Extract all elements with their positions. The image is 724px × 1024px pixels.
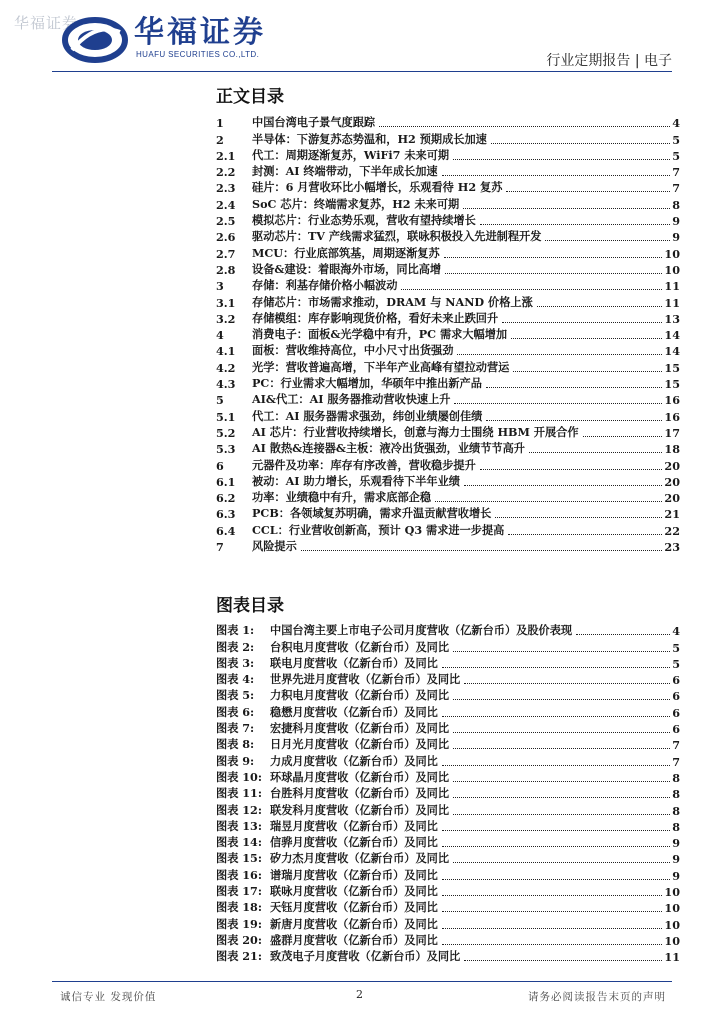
entry-page: 8 <box>672 803 680 818</box>
entry-page: 6 <box>672 689 680 704</box>
entry-page: 8 <box>672 787 680 802</box>
figure-entry[interactable] <box>216 622 680 638</box>
dot-leader <box>442 765 670 766</box>
entry-number: 图表 17: <box>216 884 262 899</box>
entry-title: 力成月度营收（亿新台币）及同比 <box>270 753 438 768</box>
entry-number: 5 <box>216 393 224 408</box>
dot-leader <box>301 550 663 551</box>
logo-chinese-name: 华福证券 <box>134 15 266 50</box>
footer-disclaimer: 请务必阅读报告末页的声明 <box>528 991 666 1003</box>
entry-number: 图表 3: <box>216 655 255 670</box>
entry-title: AI 散热&连接器&主板：液冷出货强劲，业绩节节高升 <box>252 441 525 456</box>
figure-entry[interactable] <box>216 671 680 687</box>
figure-entry[interactable] <box>216 720 680 736</box>
entry-page: 7 <box>672 181 680 196</box>
entry-title: 半导体：下游复苏态势温和，H2 预期成长加速 <box>252 131 487 146</box>
dot-leader <box>511 338 662 339</box>
entry-number: 图表 9: <box>216 753 255 768</box>
entry-title: AI 芯片：行业营收持续增长，创意与海力士围绕 HBM 开展合作 <box>252 424 579 439</box>
dot-leader <box>453 748 670 749</box>
dot-leader <box>491 143 670 144</box>
dot-leader <box>401 289 662 290</box>
entry-title: 联电月度营收（亿新台币）及同比 <box>270 655 438 670</box>
entry-title: 封测：AI 终端带动，下半年成长加速 <box>252 164 438 179</box>
entry-number: 5.3 <box>216 442 236 457</box>
entry-number: 图表 15: <box>216 851 262 866</box>
figure-entry[interactable] <box>216 866 680 882</box>
toc-entry[interactable] <box>216 261 680 277</box>
entry-number: 6.4 <box>216 523 236 538</box>
entry-number: 2.2 <box>216 165 236 180</box>
entry-title: 联发科月度营收（亿新台币）及同比 <box>270 802 450 817</box>
entry-page: 23 <box>664 540 680 555</box>
entry-title: 致茂电子月度营收（亿新台币）及同比 <box>270 949 461 964</box>
entry-number: 图表 4: <box>216 672 255 687</box>
entry-title: 台积电月度营收（亿新台币）及同比 <box>270 639 450 654</box>
toc-entry[interactable] <box>216 147 680 163</box>
header-divider <box>52 71 672 72</box>
figure-entry[interactable] <box>216 883 680 899</box>
entry-number: 图表 16: <box>216 867 262 882</box>
entry-title: 驱动芯片：TV 产线需求猛烈，联咏积极投入先进制程开发 <box>252 229 542 244</box>
toc-entry[interactable] <box>216 358 680 374</box>
dot-leader <box>486 387 663 388</box>
dot-leader <box>442 175 671 176</box>
entry-number: 2 <box>216 132 224 147</box>
entry-page: 10 <box>664 933 680 948</box>
entry-number: 2.3 <box>216 181 236 196</box>
entry-number: 图表 14: <box>216 835 262 850</box>
dot-leader <box>464 683 670 684</box>
dot-leader <box>506 191 670 192</box>
entry-number: 图表 19: <box>216 916 262 931</box>
entry-title: 元器件及功率：库存有序改善，营收稳步提升 <box>252 457 476 472</box>
entry-number: 图表 7: <box>216 721 255 736</box>
dot-leader <box>442 879 670 880</box>
dot-leader <box>453 732 670 733</box>
entry-number: 2.8 <box>216 262 236 277</box>
dot-leader <box>442 716 670 717</box>
dot-leader <box>442 846 670 847</box>
toc-entry[interactable] <box>216 195 680 211</box>
entry-number: 4.2 <box>216 360 236 375</box>
entry-page: 14 <box>664 344 680 359</box>
entry-page: 10 <box>664 901 680 916</box>
toc-entry[interactable] <box>216 489 680 505</box>
entry-title: 代工：周期逐渐复苏，WiFi7 未来可期 <box>252 147 450 162</box>
entry-page: 15 <box>664 377 680 392</box>
entry-page: 13 <box>664 311 680 326</box>
dot-leader <box>480 224 670 225</box>
toc-entry[interactable] <box>216 326 680 342</box>
entry-number: 3.1 <box>216 295 236 310</box>
figure-entry[interactable] <box>216 736 680 752</box>
entry-page: 11 <box>664 295 680 310</box>
entry-title: CCL：行业营收创新高，预计 Q3 需求进一步提高 <box>252 522 505 537</box>
entry-page: 10 <box>664 246 680 261</box>
dot-leader <box>545 240 670 241</box>
dot-leader <box>453 814 670 815</box>
toc-entry[interactable] <box>216 228 680 244</box>
figure-entry[interactable] <box>216 703 680 719</box>
toc-entry[interactable] <box>216 407 680 423</box>
entry-number: 图表 8: <box>216 737 255 752</box>
entry-number: 图表 11: <box>216 786 262 801</box>
dot-leader <box>495 517 662 518</box>
entry-number: 6.2 <box>216 491 236 506</box>
entry-title: 消费电子：面板&光学稳中有升，PC 需求大幅增加 <box>252 327 508 342</box>
dot-leader <box>442 895 663 896</box>
entry-title: 存储：利基存储价格小幅波动 <box>252 278 398 293</box>
entry-title: 谱瑞月度营收（亿新台币）及同比 <box>270 867 438 882</box>
entry-title: 日月光月度营收（亿新台币）及同比 <box>270 737 450 752</box>
figure-entry[interactable] <box>216 785 680 801</box>
dot-leader <box>453 159 670 160</box>
entry-title: 存储模组：库存影响现货价格，看好未来止跌回升 <box>252 310 499 325</box>
entry-number: 6.3 <box>216 507 236 522</box>
entry-title: 宏捷科月度营收（亿新台币）及同比 <box>270 721 450 736</box>
entry-page: 5 <box>672 148 680 163</box>
entry-title: AI&代工：AI 服务器推动营收快速上升 <box>252 392 451 407</box>
entry-page: 18 <box>664 442 680 457</box>
entry-title: 光学：营收普遍高增，下半年产业高峰有望拉动营运 <box>252 359 510 374</box>
figure-entry[interactable] <box>216 801 680 817</box>
toc-entry[interactable] <box>216 538 680 554</box>
entry-number: 2.4 <box>216 197 236 212</box>
company-logo <box>62 16 282 64</box>
dot-leader <box>463 208 670 209</box>
entry-page: 16 <box>664 409 680 424</box>
entry-number: 图表 21: <box>216 949 262 964</box>
entry-number: 2.6 <box>216 230 236 245</box>
dot-leader <box>508 534 662 535</box>
entry-title: 模拟芯片：行业态势乐观，营收有望持续增长 <box>252 213 476 228</box>
entry-page: 9 <box>672 852 680 867</box>
entry-page: 20 <box>664 491 680 506</box>
dot-leader <box>435 501 662 502</box>
entry-number: 图表 12: <box>216 802 262 817</box>
dot-leader <box>442 830 670 831</box>
report-type: 行业定期报告 | 电子 <box>546 53 672 69</box>
entry-page: 5 <box>672 132 680 147</box>
entry-title: 环球晶月度营收（亿新台币）及同比 <box>270 769 450 784</box>
dot-leader <box>442 928 663 929</box>
entry-page: 11 <box>664 279 680 294</box>
entry-page: 6 <box>672 722 680 737</box>
entry-page: 8 <box>672 819 680 834</box>
entry-page: 22 <box>664 523 680 538</box>
dot-leader <box>453 797 670 798</box>
entry-number: 4.1 <box>216 344 236 359</box>
entry-number: 2.5 <box>216 214 236 229</box>
watermark: 华福证券 <box>14 14 79 32</box>
entry-number: 5.1 <box>216 409 236 424</box>
toc-entry[interactable] <box>216 244 680 260</box>
toc-entry[interactable] <box>216 375 680 391</box>
entry-number: 1 <box>216 116 224 131</box>
entry-title: 面板：营收维持高位，中小尺寸出货强劲 <box>252 343 454 358</box>
dot-leader <box>576 634 670 635</box>
entry-title: 中国台湾电子景气度跟踪 <box>252 115 376 130</box>
figure-entry[interactable] <box>216 818 680 834</box>
figures-heading: 图表目录 <box>216 596 284 616</box>
toc-entry[interactable] <box>216 440 680 456</box>
dot-leader <box>502 322 662 323</box>
entry-page: 9 <box>672 214 680 229</box>
dot-leader <box>583 436 663 437</box>
entry-title: 设备&建设：着眼海外市场，同比高增 <box>252 261 442 276</box>
dot-leader <box>529 452 662 453</box>
entry-number: 4 <box>216 328 224 343</box>
entry-page: 21 <box>664 507 680 522</box>
entry-number: 图表 2: <box>216 639 255 654</box>
entry-number: 图表 1: <box>216 623 255 638</box>
dot-leader <box>453 862 670 863</box>
entry-page: 4 <box>672 624 680 639</box>
entry-title: 台胜科月度营收（亿新台币）及同比 <box>270 786 450 801</box>
entry-number: 5.2 <box>216 425 236 440</box>
figure-entry[interactable] <box>216 948 680 964</box>
dot-leader <box>464 485 662 486</box>
entry-number: 图表 10: <box>216 769 262 784</box>
figure-entry[interactable] <box>216 915 680 931</box>
entry-title: 风险提示 <box>252 539 297 554</box>
entry-page: 10 <box>664 262 680 277</box>
figure-entry[interactable] <box>216 752 680 768</box>
toc-entry[interactable] <box>216 293 680 309</box>
figure-entry[interactable] <box>216 655 680 671</box>
dot-leader <box>379 126 670 127</box>
entry-title: 天钰月度营收（亿新台币）及同比 <box>270 900 438 915</box>
dot-leader <box>454 403 662 404</box>
figure-entry[interactable] <box>216 932 680 948</box>
toc-entry[interactable] <box>216 277 680 293</box>
entry-title: PC：行业需求大幅增加，华硕年中推出新产品 <box>252 376 482 391</box>
dot-leader <box>453 781 670 782</box>
entry-page: 4 <box>672 116 680 131</box>
entry-title: 盛群月度营收（亿新台币）及同比 <box>270 932 438 947</box>
entry-page: 10 <box>664 917 680 932</box>
dot-leader <box>442 667 670 668</box>
entry-title: PCB：各领域复苏明确，需求升温贡献营收增长 <box>252 506 492 521</box>
logo-english-name: HUAFU SECURITIES CO.,LTD. <box>136 50 260 59</box>
entry-page: 10 <box>664 885 680 900</box>
entry-title: MCU：行业底部筑基，周期逐渐复苏 <box>252 245 440 260</box>
entry-number: 7 <box>216 540 224 555</box>
toc-entry[interactable] <box>216 114 680 130</box>
entry-title: 世界先进月度营收（亿新台币）及同比 <box>270 672 461 687</box>
toc-entry[interactable] <box>216 424 680 440</box>
entry-title: 被动：AI 助力增长，乐观看待下半年业绩 <box>252 473 460 488</box>
figure-entry[interactable] <box>216 850 680 866</box>
entry-page: 11 <box>664 950 680 965</box>
entry-number: 图表 6: <box>216 704 255 719</box>
toc-entry[interactable] <box>216 310 680 326</box>
toc-entry[interactable] <box>216 130 680 146</box>
toc-entry[interactable] <box>216 391 680 407</box>
entry-title: SoC 芯片：终端需求复苏，H2 未来可期 <box>252 196 460 211</box>
entry-page: 7 <box>672 754 680 769</box>
entry-page: 5 <box>672 656 680 671</box>
entry-title: 代工：AI 服务器需求强劲，纬创业绩屡创佳绩 <box>252 408 483 423</box>
dot-leader <box>453 699 670 700</box>
dot-leader <box>486 420 662 421</box>
entry-title: 信骅月度营收（亿新台币）及同比 <box>270 835 438 850</box>
entry-title: 矽力杰月度营收（亿新台币）及同比 <box>270 851 450 866</box>
entry-page: 15 <box>664 360 680 375</box>
entry-page: 8 <box>672 197 680 212</box>
figure-entry[interactable] <box>216 638 680 654</box>
footer-divider <box>52 981 672 982</box>
logo-emblem-icon <box>62 16 128 64</box>
dot-leader <box>537 306 663 307</box>
entry-number: 2.7 <box>216 246 236 261</box>
entry-number: 4.3 <box>216 377 236 392</box>
entry-title: 新唐月度营收（亿新台币）及同比 <box>270 916 438 931</box>
figures-list <box>216 622 680 964</box>
toc-entry[interactable] <box>216 179 680 195</box>
entry-page: 14 <box>664 328 680 343</box>
toc-list <box>216 114 680 554</box>
entry-number: 图表 5: <box>216 688 255 703</box>
entry-page: 6 <box>672 673 680 688</box>
entry-page: 9 <box>672 836 680 851</box>
entry-page: 9 <box>672 868 680 883</box>
entry-title: 功率：业绩稳中有升，需求底部企稳 <box>252 490 432 505</box>
toc-entry[interactable] <box>216 456 680 472</box>
entry-number: 图表 20: <box>216 932 262 947</box>
toc-entry[interactable] <box>216 212 680 228</box>
toc-entry[interactable] <box>216 505 680 521</box>
dot-leader <box>444 257 663 258</box>
toc-entry[interactable] <box>216 473 680 489</box>
figure-entry[interactable] <box>216 899 680 915</box>
entry-number: 2.1 <box>216 148 236 163</box>
entry-page: 5 <box>672 640 680 655</box>
dot-leader <box>480 469 663 470</box>
entry-number: 6.1 <box>216 474 236 489</box>
entry-page: 20 <box>664 474 680 489</box>
entry-page: 6 <box>672 705 680 720</box>
toc-heading: 正文目录 <box>216 87 284 107</box>
entry-page: 7 <box>672 165 680 180</box>
figure-entry[interactable] <box>216 834 680 850</box>
figure-entry[interactable] <box>216 687 680 703</box>
entry-number: 3 <box>216 279 224 294</box>
toc-entry[interactable] <box>216 163 680 179</box>
toc-entry[interactable] <box>216 521 680 537</box>
entry-page: 9 <box>672 230 680 245</box>
entry-title: 联咏月度营收（亿新台币）及同比 <box>270 884 438 899</box>
dot-leader <box>453 651 670 652</box>
entry-title: 存储芯片：市场需求推动，DRAM 与 NAND 价格上涨 <box>252 294 533 309</box>
dot-leader <box>457 354 662 355</box>
entry-title: 中国台湾主要上市电子公司月度营收（亿新台币）及股价表现 <box>270 623 573 638</box>
entry-number: 6 <box>216 458 224 473</box>
entry-title: 稳懋月度营收（亿新台币）及同比 <box>270 704 438 719</box>
entry-title: 瑞昱月度营收（亿新台币）及同比 <box>270 818 438 833</box>
entry-number: 3.2 <box>216 311 236 326</box>
entry-page: 16 <box>664 393 680 408</box>
page-number: 2 <box>356 988 363 1001</box>
entry-page: 8 <box>672 770 680 785</box>
dot-leader <box>464 960 662 961</box>
entry-page: 20 <box>664 458 680 473</box>
dot-leader <box>442 944 663 945</box>
dot-leader <box>513 371 662 372</box>
dot-leader <box>445 273 662 274</box>
entry-number: 图表 13: <box>216 818 262 833</box>
entry-page: 17 <box>664 425 680 440</box>
entry-number: 图表 18: <box>216 900 262 915</box>
toc-entry[interactable] <box>216 342 680 358</box>
entry-title: 硅片：6 月营收环比小幅增长，乐观看待 H2 复苏 <box>252 180 503 195</box>
footer-slogan: 诚信专业 发现价值 <box>60 991 157 1003</box>
entry-title: 力积电月度营收（亿新台币）及同比 <box>270 688 450 703</box>
entry-page: 7 <box>672 738 680 753</box>
figure-entry[interactable] <box>216 769 680 785</box>
dot-leader <box>442 911 663 912</box>
